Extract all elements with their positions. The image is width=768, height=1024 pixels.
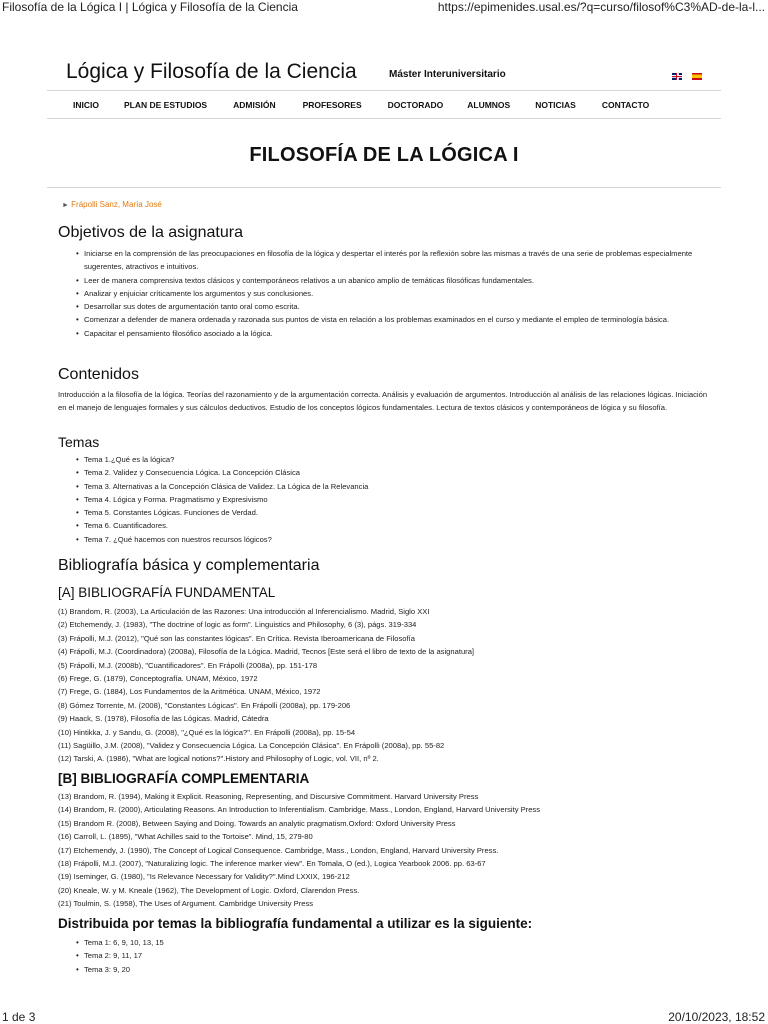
distribuida-heading: Distribuida por temas la bibliografía fundamental a utilizar es la siguiente: bbox=[58, 916, 533, 931]
site-header bbox=[47, 50, 721, 90]
print-date: 20/10/2023, 18:52 bbox=[668, 1010, 765, 1024]
print-page-title: Filosofía de la Lógica I | Lógica y Filosofía de la Ciencia bbox=[2, 0, 298, 14]
print-page-url: https://epimenides.usal.es/?q=curso/filosof%C3%AD-de-la-l... bbox=[437, 0, 765, 14]
site-subtitle: Máster Interuniversitario bbox=[389, 69, 506, 80]
list-item: • Tema 6. Cuantificadores. bbox=[76, 519, 710, 532]
reference-item: (8) Gómez Torrente, M. (2008), "Constantes Lógicas". En Frápolli (2008a), pp. 179-206 bbox=[58, 700, 351, 710]
list-item: • Tema 1.¿Qué es la lógica? bbox=[76, 453, 710, 466]
reference-item: (9) Haack, S. (1978), Filosofía de las Lógicas. Madrid, Cátedra bbox=[58, 714, 269, 724]
list-item: • Tema 7. ¿Qué hacemos con nuestros recursos lógicos? bbox=[76, 533, 710, 546]
objetivos-heading: Objetivos de la asignatura bbox=[58, 224, 243, 241]
reference-item: (10) Hintikka, J. y Sandu, G. (2008), "¿Qué es la lógica?". En Frápolli (2008a), pp. 15-54 bbox=[58, 727, 356, 737]
page-banner bbox=[47, 123, 721, 188]
nav-item-contacto[interactable]: CONTACTO bbox=[601, 99, 650, 110]
bibliografia-fundamental-list bbox=[58, 605, 474, 766]
list-item: • Desarrollar sus dotes de argumentación tanto oral como escrita. bbox=[76, 300, 710, 313]
reference-item: (12) Tarski, A. (1986), "What are logical notions?".History and Philosophy of Logic, vol. VII, nº 2. bbox=[58, 754, 379, 764]
list-item: • Tema 2: 9, 11, 17 bbox=[76, 949, 710, 962]
list-item: • Capacitar el pensamiento filosófico asociado a la lógica. bbox=[76, 327, 710, 340]
arrow-right-icon: ► bbox=[62, 202, 69, 209]
objetivos-list bbox=[58, 247, 710, 340]
reference-item: (11) Sagüillo, J.M. (2008), "Validez y Consecuencia Lógica. La Concepción Clásica". En Frápolli (2008a), pp. 55-82 bbox=[58, 741, 445, 751]
distribuida-list bbox=[58, 936, 710, 976]
reference-item: (18) Frápolli, M.J. (2007), "Naturalizing logic. The inference marker view". En Tomala, O (ed.), Logica Yearbook 2006. pp. 63-67 bbox=[58, 859, 486, 869]
site-container bbox=[47, 50, 721, 166]
author-line bbox=[62, 200, 710, 212]
temas-heading: Temas bbox=[58, 434, 100, 450]
reference-item: (21) Toulmin, S. (1958), The Uses of Argument. Cambridge University Press bbox=[58, 899, 314, 909]
reference-item: (3) Frápolli, M.J. (2012), "Qué son las constantes lógicas". En Crítica. Revista Iberoamericana de Filosofía bbox=[58, 633, 415, 643]
language-switcher bbox=[672, 73, 702, 80]
reference-item: (1) Brandom, R. (2003), La Articulación de las Razones: Una introducción al Inferencialismo. Madrid, Siglo XXI bbox=[58, 607, 430, 616]
list-item: • Comenzar a defender de manera ordenada y razonada sus puntos de vista en relación a los problemas examinados en el curso y mediante el empleo de terminología básica. bbox=[76, 313, 710, 326]
list-item: • Tema 3: 9, 20 bbox=[76, 963, 710, 976]
main-content bbox=[58, 200, 710, 974]
nav-item-profesores[interactable]: PROFESORES bbox=[302, 99, 362, 110]
print-header bbox=[0, 0, 768, 16]
page-number: 1 de 3 bbox=[2, 1010, 36, 1024]
author-link[interactable]: Frápolli Sanz, María José bbox=[71, 200, 162, 209]
reference-item: (14) Brandom, R. (2000), Articulating Reasons. An Introduction to Inferentialism. Cambridge. Mass., London, England, Harvard University Press bbox=[58, 805, 541, 815]
print-footer bbox=[0, 1010, 768, 1024]
list-item: • Tema 3. Alternativas a la Concepción Clásica de Validez. La Lógica de la Relevancia bbox=[76, 480, 710, 493]
contenidos-heading: Contenidos bbox=[58, 366, 139, 383]
bibliografia-complementaria-list bbox=[58, 790, 540, 911]
reference-item: (15) Brandom R. (2008), Between Saying and Doing. Towards an analytic pragmatism.Oxford: Oxford University Press bbox=[58, 818, 456, 828]
list-item: • Analizar y enjuiciar críticamente los argumentos y sus conclusiones. bbox=[76, 287, 710, 300]
list-item: • Tema 5. Constantes Lógicas. Funciones de Verdad. bbox=[76, 506, 710, 519]
list-item: • Leer de manera comprensiva textos clásicos y contemporáneos relativos a un abanico amplio de temáticas filosóficas fundamentales. bbox=[76, 274, 710, 287]
nav-item-noticias[interactable]: NOTICIAS bbox=[535, 99, 576, 110]
site-title[interactable]: Lógica y Filosofía de la Ciencia bbox=[66, 60, 357, 83]
bibliografia-fundamental-heading: [A] BIBLIOGRAFÍA FUNDAMENTAL bbox=[58, 585, 276, 600]
reference-item: (16) Carroll, L. (1895), "What Achilles said to the Tortoise". Mind, 15, 279-80 bbox=[58, 832, 313, 842]
spain-flag-icon[interactable] bbox=[692, 73, 702, 80]
nav-item-doctorado[interactable]: DOCTORADO bbox=[387, 99, 444, 110]
reference-item: (6) Frege, G. (1879), Conceptografía. UNAM, México, 1972 bbox=[58, 674, 258, 684]
nav-item-admision[interactable]: ADMISIÓN bbox=[233, 99, 276, 110]
main-nav bbox=[47, 90, 721, 119]
reference-item: (19) Iseminger, G. (1980), "Is Relevance Necessary for Validity?".Mind LXXIX, 196-212 bbox=[58, 872, 350, 882]
contenidos-text: Introducción a la filosofía de la lógica. Teorías del razonamiento y de la argumentación correcta. Análisis y evaluación de argumentos. Introducción al análisis de las relaciones lógicas. Iniciación en el manejo de lenguajes formales y sus cálculos deductivos. Estudio de los conceptos lógicos fundamentales. Lectura de textos clásicos y contemporáneos de lógica y su filosofía. bbox=[58, 390, 708, 413]
nav-item-inicio[interactable]: INICIO bbox=[73, 99, 99, 110]
reference-item: (7) Frege, G. (1884), Los Fundamentos de la Aritmética. UNAM, México, 1972 bbox=[58, 687, 321, 697]
temas-list bbox=[58, 453, 710, 546]
list-item: • Tema 1: 6, 9, 10, 13, 15 bbox=[76, 936, 710, 949]
reference-item: (20) Kneale, W. y M. Kneale (1962), The Development of Logic. Oxford, Clarendon Press. bbox=[58, 885, 360, 895]
reference-item: (13) Brandom, R. (1994), Making it Explicit. Reasoning, Representing, and Discursive Commitment. Harvard University Press bbox=[58, 792, 479, 801]
nav-item-alumnos[interactable]: ALUMNOS bbox=[467, 99, 511, 110]
reference-item: (2) Etchemendy, J. (1983), "The doctrine of logic as form". Linguistics and Philosophy, 6 (3), págs. 319-334 bbox=[58, 620, 417, 630]
page-title: FILOSOFÍA DE LA LÓGICA I bbox=[249, 144, 519, 166]
bibliografia-heading: Bibliografía básica y complementaria bbox=[58, 557, 320, 574]
list-item: • Tema 2. Validez y Consecuencia Lógica. La Concepción Clásica bbox=[76, 466, 710, 479]
uk-flag-icon[interactable] bbox=[672, 73, 682, 80]
list-item: • Iniciarse en la comprensión de las preocupaciones en filosofía de la lógica y despertar el interés por la reflexión sobre las mismas a través de una serie de problemas especialmente sugerentes, atractivos e intuitivos. bbox=[76, 247, 710, 274]
nav-item-plan-de-estudios[interactable]: PLAN DE ESTUDIOS bbox=[123, 99, 208, 110]
reference-item: (5) Frápolli, M.J. (2008b), "Cuantificadores". En Frápolli (2008a), pp. 151-178 bbox=[58, 660, 318, 670]
reference-item: (4) Frápolli, M.J. (Coordinadora) (2008a), Filosofía de la Lógica. Madrid, Tecnos [Este será el libro de texto de la asignatura] bbox=[58, 647, 475, 657]
bibliografia-complementaria-heading: [B] BIBLIOGRAFÍA COMPLEMENTARIA bbox=[58, 771, 310, 786]
list-item: • Tema 4. Lógica y Forma. Pragmatismo y Expresivismo bbox=[76, 493, 710, 506]
reference-item: (17) Etchemendy, J. (1990), The Concept of Logical Consequence. Cambridge, Mass., London, England, Harvard University Press. bbox=[58, 845, 499, 855]
